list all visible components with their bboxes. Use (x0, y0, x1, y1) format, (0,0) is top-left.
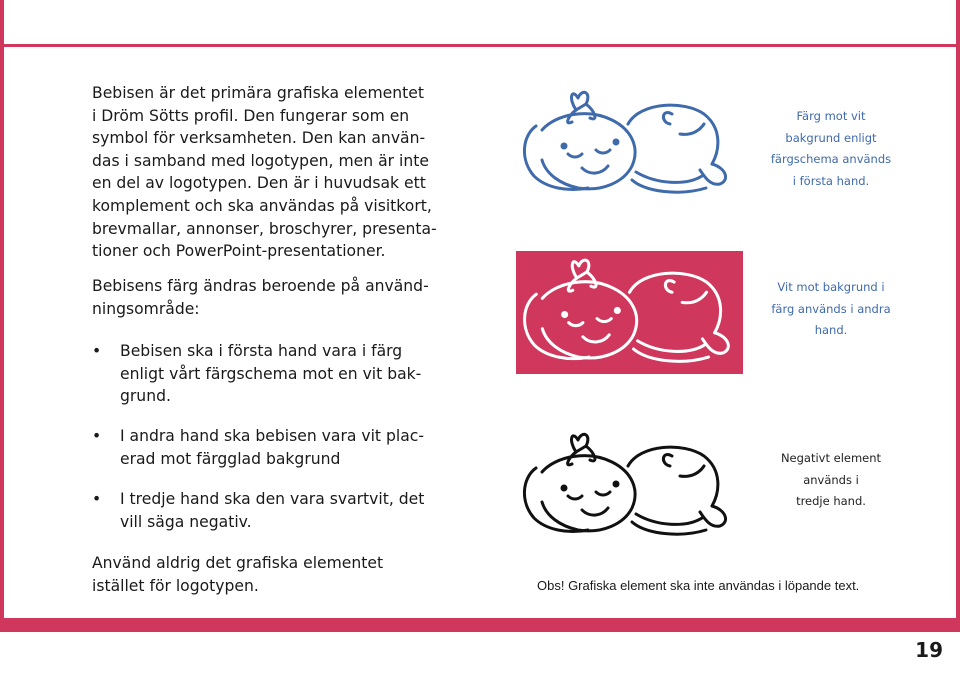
bullet-text: I andra hand ska bebisen vara vit plac- erad mot färgglad bakgrund (120, 427, 424, 468)
bottom-border-bar (0, 618, 960, 632)
bullet-text: I tredje hand ska den vara svartvit, det vill säga negativ. (120, 490, 425, 531)
bullet-dot: • (92, 427, 102, 445)
warning-paragraph: Använd aldrig det grafiska elementet istället för logotypen. (92, 554, 384, 595)
usage-note: Obs! Grafiska element ska inte användas i löpande text. (537, 578, 860, 593)
pink-background-box (516, 251, 743, 374)
baby-illustration-color (516, 84, 740, 204)
intro-paragraph: Bebisen är det primära grafiska elementet i Dröm Sötts profil. Den fungerar som en symbol för verksamheten. Den kan använ- das i samband med logotypen, men är inte en del av logotypen. Den är i huvudsak ett komplement och ska användas på visitkort, brevmallar, annonser, broschyrer, presenta- tioner och PowerPoint-presentationer. (92, 84, 437, 261)
color-usage-paragraph: Bebisens färg ändras beroende på använd- ningsområde: (92, 277, 429, 318)
caption-negative-variant: Negativt element används i tredje hand. (780, 451, 882, 508)
bullet-dot: • (92, 490, 102, 508)
page-number: 19 (915, 638, 943, 662)
caption-color-variant: Färg mot vit bakgrund enligt färgschema används i första hand. (770, 109, 892, 188)
bullet-text: Bebisen ska i första hand vara i färg enligt vårt färgschema mot en vit bak- grund. (120, 342, 422, 406)
baby-illustration-white (516, 251, 743, 374)
footer-area (0, 632, 960, 677)
bullet-dot: • (92, 342, 102, 360)
baby-illustration-negative (516, 426, 740, 546)
caption-white-variant: Vit mot bakgrund i färg används i andra hand. (771, 280, 891, 337)
